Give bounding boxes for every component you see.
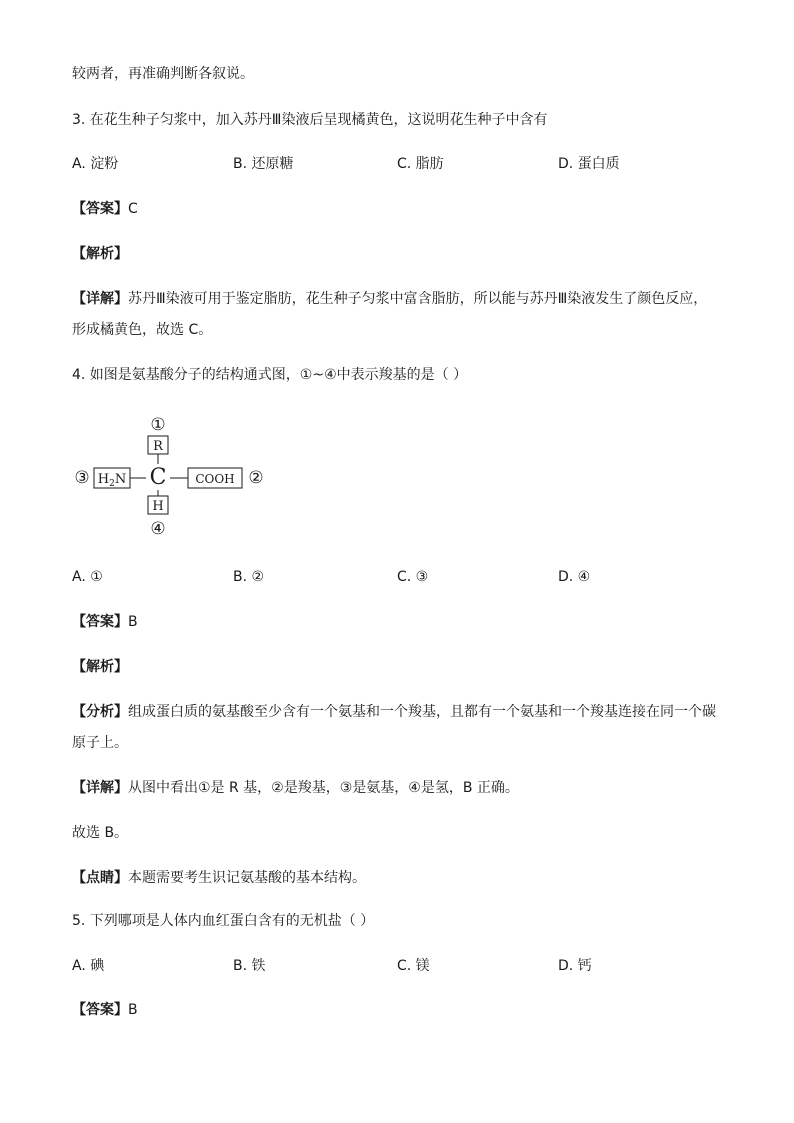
q5-option-c: C. 镁 (397, 958, 430, 974)
central-carbon: C (149, 465, 167, 490)
q5-option-d: D. 钙 (558, 958, 592, 974)
q5-answer (72, 1000, 138, 1020)
detail-tag: 【详解】 (72, 780, 128, 796)
q4-conclusion: 故选 B。 (72, 825, 129, 841)
q3-option-c: C. 脂肪 (397, 156, 444, 172)
q3-option-d: D. 蛋白质 (558, 156, 620, 172)
q4-fenxi-line1 (72, 702, 716, 722)
label-3: ③ (74, 468, 90, 488)
q3-detail-line2: 形成橘黄色，故选 C。 (72, 322, 213, 338)
q3-detail-line1 (72, 289, 707, 309)
q3-analysis (72, 244, 128, 264)
detail-text: 苏丹Ⅲ染液可用于鉴定脂肪，花生种子匀浆中富含脂肪，所以能与苏丹Ⅲ染液发生了颜色反应， (128, 291, 708, 307)
q5-stem: 5. 下列哪项是人体内血红蛋白含有的无机盐（ ） (72, 913, 375, 929)
q4-option-b: B. ② (233, 569, 265, 585)
carboxyl-group-text: COOH (195, 472, 235, 486)
q4-detail (72, 778, 519, 798)
dianjing-tag: 【点睛】 (72, 870, 128, 886)
detail-text: 从图中看出①是 R 基，②是羧基，③是氨基，④是氢，B 正确。 (128, 780, 519, 796)
q4-analysis (72, 657, 128, 677)
intro-text: 较两者，再准确判断各叙说。 (72, 66, 254, 82)
q3-option-a: A. 淀粉 (72, 156, 119, 172)
q5-option-a: A. 碘 (72, 958, 105, 974)
label-4: ④ (150, 519, 166, 539)
q4-option-c: C. ③ (397, 569, 429, 585)
answer-value: B (128, 614, 138, 630)
answer-tag: 【答案】 (72, 614, 128, 630)
analysis-tag: 【解析】 (72, 659, 128, 675)
detail-tag: 【详解】 (72, 291, 128, 307)
hydrogen-text: H (152, 499, 164, 514)
answer-value: C (128, 201, 138, 217)
q5-option-b: B. 铁 (233, 958, 266, 974)
q3-option-b: B. 还原糖 (233, 156, 294, 172)
label-1: ① (150, 415, 166, 435)
q4-fenxi-line2: 原子上。 (72, 735, 128, 751)
dianjing-text: 本题需要考生识记氨基酸的基本结构。 (128, 870, 366, 886)
q4-stem: 4. 如图是氨基酸分子的结构通式图，①~④中表示羧基的是（ ） (72, 367, 468, 383)
amino-group-text: $H_2N$ (97, 472, 127, 489)
fenxi-text: 组成蛋白质的氨基酸至少含有一个氨基和一个羧基，且都有一个氨基和一个羧基连接在同一个碳 (128, 704, 716, 720)
q4-option-a: A. ① (72, 569, 103, 585)
answer-tag: 【答案】 (72, 1002, 128, 1018)
q4-dianjing (72, 868, 366, 888)
amino-acid-structure-diagram (72, 410, 272, 540)
label-2: ② (248, 468, 264, 488)
q4-option-d: D. ④ (558, 569, 591, 585)
q4-answer (72, 612, 138, 632)
q3-answer (72, 199, 138, 219)
r-group-text: R (153, 439, 163, 454)
answer-value: B (128, 1002, 138, 1018)
analysis-tag: 【解析】 (72, 246, 128, 262)
q3-stem: 3. 在花生种子匀浆中，加入苏丹Ⅲ染液后呈现橘黄色，这说明花生种子中含有 (72, 112, 548, 128)
answer-tag: 【答案】 (72, 201, 128, 217)
amino-acid-structure-svg (72, 410, 272, 540)
fenxi-tag: 【分析】 (72, 704, 128, 720)
